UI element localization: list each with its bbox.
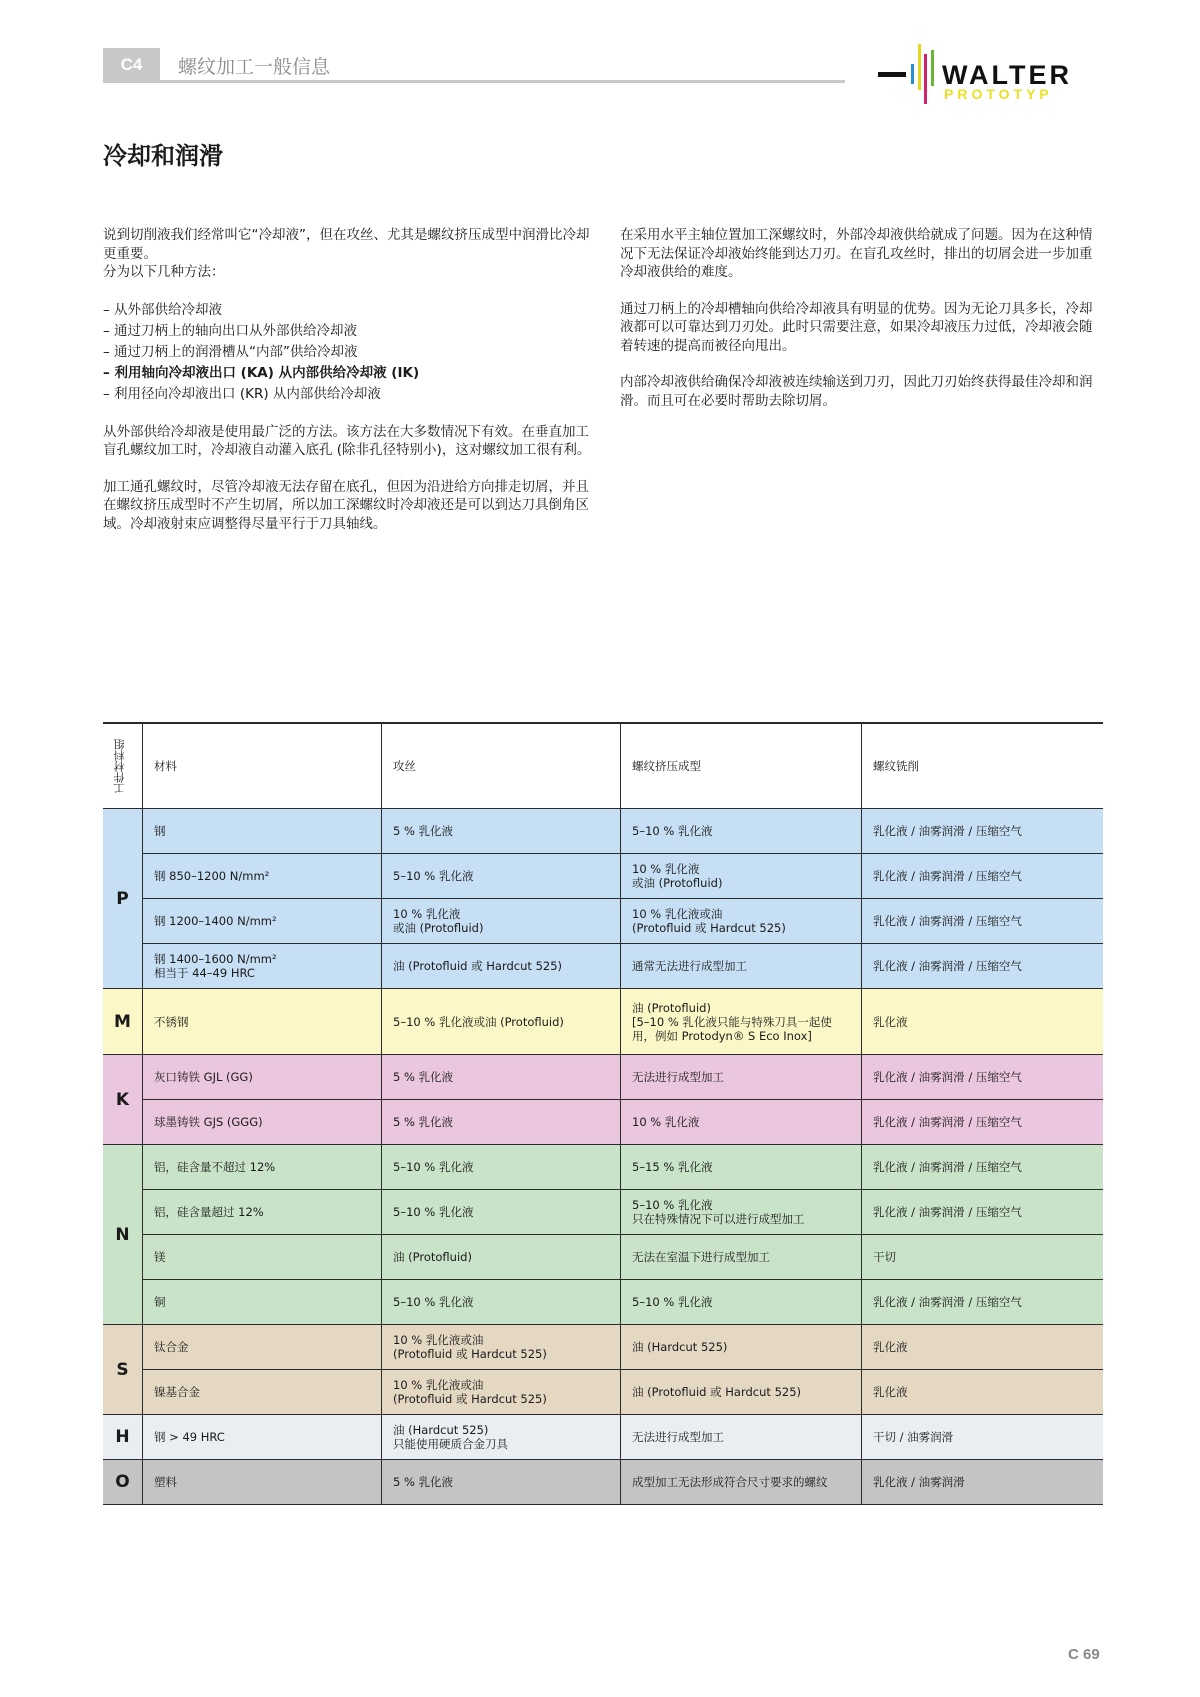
list-item: – 利用径向冷却液出口 (KR) 从内部供给冷却液 — [103, 385, 381, 402]
table-row — [103, 989, 1103, 1055]
forming-cell: 5–10 % 乳化液 — [621, 1280, 862, 1325]
tapping-cell: 油 (Protofluid 或 Hardcut 525) — [382, 944, 621, 989]
forming-cell: 5–10 % 乳化液 只在特殊情况下可以进行成型加工 — [621, 1190, 862, 1235]
page-title: 冷却和润滑 — [103, 142, 223, 170]
table-header-row — [103, 723, 1103, 809]
chapter-badge: C4 — [103, 48, 160, 81]
forming-cell: 成型加工无法形成符合尺寸要求的螺纹 — [621, 1460, 862, 1505]
table-row — [103, 1370, 1103, 1415]
milling-cell: 乳化液 / 油雾润滑 / 压缩空气 — [862, 944, 1104, 989]
forming-cell: 油 (Protofluid) [5–10 % 乳化液只能与特殊刀具一起使用，例如 Protodyn® S Eco Inox] — [621, 989, 862, 1055]
material-cell: 钛合金 — [143, 1325, 382, 1370]
tapping-cell: 5–10 % 乳化液 — [382, 1145, 621, 1190]
list-item: – 利用轴向冷却液出口 (KA) 从内部供给冷却液 (IK) — [103, 364, 420, 381]
material-group-code: O — [103, 1460, 143, 1505]
coolant-table — [103, 722, 1103, 1505]
milling-cell: 乳化液 / 油雾润滑 / 压缩空气 — [862, 1280, 1104, 1325]
forming-cell: 5–10 % 乳化液 — [621, 809, 862, 854]
table-row — [103, 1055, 1103, 1100]
table-row — [103, 1325, 1103, 1370]
header-tapping: 攻丝 — [382, 723, 621, 809]
material-cell: 钢 — [143, 809, 382, 854]
list-item: – 通过刀柄上的润滑槽从“内部”供给冷却液 — [103, 343, 358, 360]
logo-text: WALTER — [942, 60, 1072, 90]
milling-cell: 乳化液 / 油雾润滑 / 压缩空气 — [862, 1100, 1104, 1145]
material-cell: 灰口铸铁 GJL (GG) — [143, 1055, 382, 1100]
material-cell: 铜 — [143, 1280, 382, 1325]
paragraph: 从外部供给冷却液是使用最广泛的方法。该方法在大多数情况下有效。在垂直加工盲孔螺纹加工时，冷却液自动灌入底孔 (除非孔径特别小)，这对螺纹加工很有利。 — [103, 423, 591, 458]
tapping-cell: 油 (Protofluid) — [382, 1235, 621, 1280]
material-cell: 钢 > 49 HRC — [143, 1415, 382, 1460]
material-cell: 镁 — [143, 1235, 382, 1280]
material-cell: 钢 1400–1600 N/mm² 相当于 44–49 HRC — [143, 944, 382, 989]
material-group-code: S — [103, 1325, 143, 1415]
list-item: – 从外部供给冷却液 — [103, 301, 223, 318]
intro-paragraph: 说到切削液我们经常叫它“冷却液”，但在攻丝、尤其是螺纹挤压成型中润滑比冷却更重要。 分为以下几种方法： — [103, 227, 590, 280]
tapping-cell: 10 % 乳化液或油 (Protofluid 或 Hardcut 525) — [382, 1325, 621, 1370]
table-row — [103, 1235, 1103, 1280]
paragraph: 内部冷却液供给确保冷却液被连续输送到刀刃，因此刀刃始终获得最佳冷却和润滑。而且可在必要时帮助去除切屑。 — [620, 374, 1093, 409]
table-row — [103, 944, 1103, 989]
milling-cell: 干切 — [862, 1235, 1104, 1280]
tapping-cell: 油 (Hardcut 525) 只能使用硬质合金刀具 — [382, 1415, 621, 1460]
material-cell: 钢 850–1200 N/mm² — [143, 854, 382, 899]
table-row — [103, 1460, 1103, 1505]
milling-cell: 乳化液 — [862, 1325, 1104, 1370]
tapping-cell: 10 % 乳化液或油 (Protofluid 或 Hardcut 525) — [382, 1370, 621, 1415]
paragraph: 加工通孔螺纹时，尽管冷却液无法存留在底孔，但因为沿进给方向排走切屑，并且在螺纹挤压成型时不产生切屑，所以加工深螺纹时冷却液还是可以到达刀具倒角区域。冷却液射束应调整得尽量平行于刀具轴线。 — [103, 478, 589, 532]
tapping-cell: 5 % 乳化液 — [382, 809, 621, 854]
milling-cell: 乳化液 / 油雾润滑 / 压缩空气 — [862, 809, 1104, 854]
walter-logo — [878, 44, 1108, 104]
forming-cell: 5–15 % 乳化液 — [621, 1145, 862, 1190]
milling-cell: 乳化液 — [862, 1370, 1104, 1415]
forming-cell: 油 (Hardcut 525) — [621, 1325, 862, 1370]
tapping-cell: 5–10 % 乳化液 — [382, 1280, 621, 1325]
tapping-cell: 5–10 % 乳化液 — [382, 1190, 621, 1235]
header-material-group — [103, 723, 143, 809]
tapping-cell: 10 % 乳化液 或油 (Protofluid) — [382, 899, 621, 944]
paragraph: 通过刀柄上的冷却槽轴向供给冷却液具有明显的优势。因为无论刀具多长，冷却液都可以可靠达到刀刃处。此时只需要注意，如果冷却液压力过低，冷却液会随着转速的提高而被径向甩出。 — [620, 300, 1093, 354]
milling-cell: 干切 / 油雾润滑 — [862, 1415, 1104, 1460]
material-cell: 塑料 — [143, 1460, 382, 1505]
table-row — [103, 809, 1103, 854]
header-material: 材料 — [143, 723, 382, 809]
milling-cell: 乳化液 / 油雾润滑 — [862, 1460, 1104, 1505]
paragraph: 在采用水平主轴位置加工深螺纹时，外部冷却液供给就成了问题。因为在这种情况下无法保证冷却液始终能到达刀刃。在盲孔攻丝时，排出的切屑会进一步加重冷却液供给的难度。 — [620, 227, 1093, 280]
forming-cell: 无法进行成型加工 — [621, 1415, 862, 1460]
tapping-cell: 5–10 % 乳化液或油 (Protofluid) — [382, 989, 621, 1055]
material-cell: 不锈钢 — [143, 989, 382, 1055]
header-thread-milling: 螺纹铣削 — [862, 723, 1104, 809]
material-group-code: N — [103, 1145, 143, 1325]
material-group-code: H — [103, 1415, 143, 1460]
table-row — [103, 1190, 1103, 1235]
forming-cell: 10 % 乳化液 — [621, 1100, 862, 1145]
milling-cell: 乳化液 / 油雾润滑 / 压缩空气 — [862, 1055, 1104, 1100]
material-group-code: M — [103, 989, 143, 1055]
material-cell: 铝，硅含量超过 12% — [143, 1190, 382, 1235]
milling-cell: 乳化液 — [862, 989, 1104, 1055]
milling-cell: 乳化液 / 油雾润滑 / 压缩空气 — [862, 1190, 1104, 1235]
forming-cell: 无法在室温下进行成型加工 — [621, 1235, 862, 1280]
header-label: 工件材料组 — [113, 738, 126, 794]
material-group-code: P — [103, 809, 143, 989]
table-row — [103, 899, 1103, 944]
table-row — [103, 854, 1103, 899]
page-number: C 69 — [1068, 1646, 1100, 1663]
milling-cell: 乳化液 / 油雾润滑 / 压缩空气 — [862, 1145, 1104, 1190]
forming-cell: 无法进行成型加工 — [621, 1055, 862, 1100]
table-row — [103, 1415, 1103, 1460]
left-column — [103, 226, 598, 551]
header-divider — [103, 80, 845, 83]
milling-cell: 乳化液 / 油雾润滑 / 压缩空气 — [862, 854, 1104, 899]
material-cell: 镍基合金 — [143, 1370, 382, 1415]
tapping-cell: 5 % 乳化液 — [382, 1055, 621, 1100]
table-body — [103, 809, 1103, 1505]
tapping-cell: 5 % 乳化液 — [382, 1100, 621, 1145]
section-title: 螺纹加工一般信息 — [178, 56, 331, 78]
logo-subtext: PROTOTYP — [944, 86, 1053, 102]
forming-cell: 10 % 乳化液 或油 (Protofluid) — [621, 854, 862, 899]
tapping-cell: 5–10 % 乳化液 — [382, 854, 621, 899]
material-group-code: K — [103, 1055, 143, 1145]
forming-cell: 10 % 乳化液或油 (Protofluid 或 Hardcut 525) — [621, 899, 862, 944]
list-item: – 通过刀柄上的轴向出口从外部供给冷却液 — [103, 322, 358, 339]
table-row — [103, 1145, 1103, 1190]
forming-cell: 通常无法进行成型加工 — [621, 944, 862, 989]
right-column — [620, 226, 1105, 428]
forming-cell: 油 (Protofluid 或 Hardcut 525) — [621, 1370, 862, 1415]
table-row — [103, 1100, 1103, 1145]
methods-list — [103, 300, 598, 405]
material-cell: 铝，硅含量不超过 12% — [143, 1145, 382, 1190]
material-cell: 球墨铸铁 GJS (GGG) — [143, 1100, 382, 1145]
header-thread-forming: 螺纹挤压成型 — [621, 723, 862, 809]
table-row — [103, 1280, 1103, 1325]
material-cell: 钢 1200–1400 N/mm² — [143, 899, 382, 944]
tapping-cell: 5 % 乳化液 — [382, 1460, 621, 1505]
milling-cell: 乳化液 / 油雾润滑 / 压缩空气 — [862, 899, 1104, 944]
